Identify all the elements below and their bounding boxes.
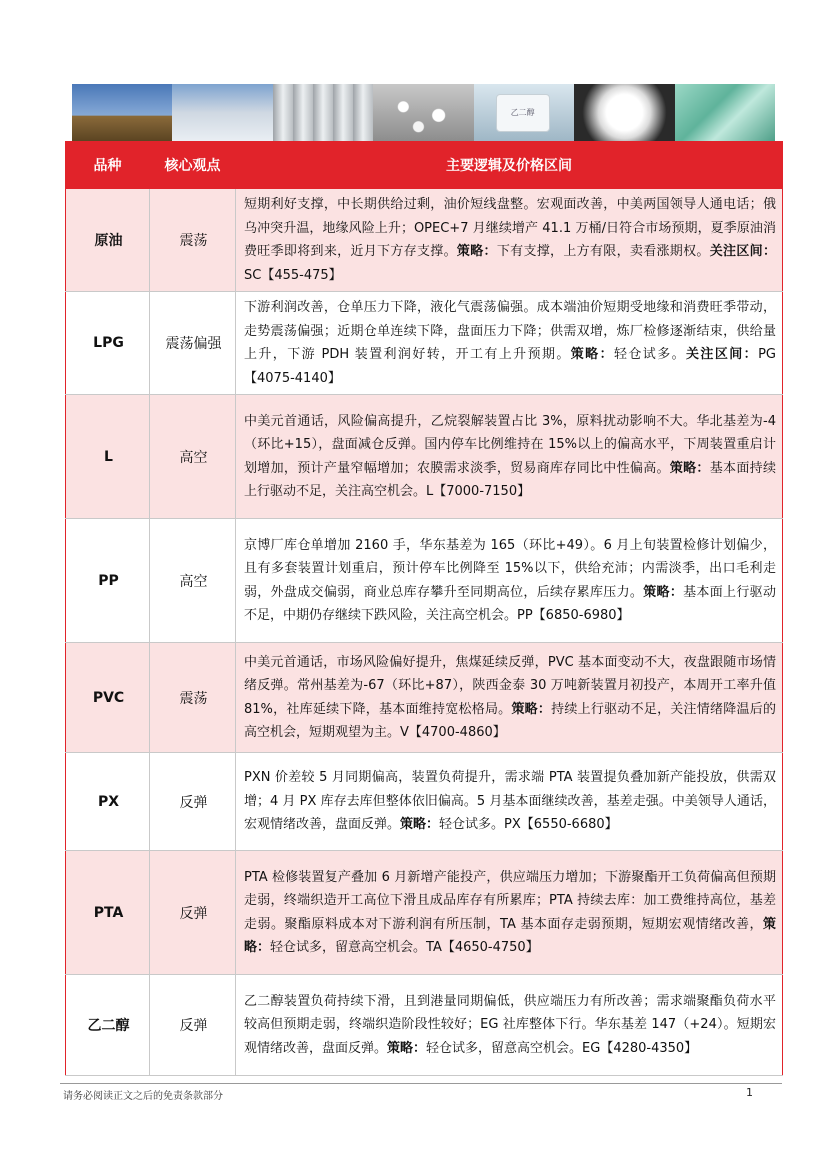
logic-text: 中美元首通话，市场风险偏好提升，焦煤延续反弹，PVC 基本面变动不大，夜盘跟随市场情绪反弹。常州基差为-67（环比+87），陕西金泰 30 万吨新装置月初投产，本周开工率升值 81%，社库延续下降，基本面维持宽松格局。策略：持续上行驱动不足，关注情绪降温后的高空机会，短期观望为主。V【4700-4860】	[236, 643, 783, 753]
table-row	[66, 643, 783, 753]
outlook-table	[65, 141, 783, 1076]
glass-sheets-image	[675, 84, 775, 141]
glycol-bottle-image	[474, 84, 574, 141]
core-view: 反弹	[150, 851, 236, 975]
product-name: L	[66, 395, 150, 519]
bottle-label: 乙二醇	[496, 94, 550, 132]
header-view: 核心观点	[150, 142, 236, 189]
pipes-image	[273, 84, 373, 141]
product-name: LPG	[66, 292, 150, 395]
logic-text: PTA 检修装置复产叠加 6 月新增产能投产，供应端压力增加；下游聚酯开工负荷偏高但预期走弱，终端织造开工高位下滑且成品库存有所累库；PTA 持续去库：加工费维持高位，基差走弱。聚酯原料成本对下游利润有所压制，TA 基本面存走弱预期，短期宏观情绪改善，策略：轻仓试多，留意高空机会。TA【4650-4750】	[236, 851, 783, 975]
table-row	[66, 292, 783, 395]
core-view: 震荡偏强	[150, 292, 236, 395]
logic-text: 短期利好支撑，中长期供给过剩，油价短线盘整。宏观面改善，中美两国领导人通电话；俄乌冲突升温，地缘风险上升；OPEC+7 月继续增产 41.1 万桶/日符合市场预期，夏季原油消费旺季即将到来，近月下方存支撑。策略：下有支撑，上方有限，卖看涨期权。关注区间：SC【455-475】	[236, 189, 783, 292]
header-logic: 主要逻辑及价格区间	[236, 142, 783, 189]
logic-text: PXN 价差较 5 月同期偏高，装置负荷提升，需求端 PTA 装置提负叠加新产能投放，供需双增；4 月 PX 库存去库但整体依旧偏高。5 月基本面继续改善，基差走强。中美领导人通话，宏观情绪改善，盘面反弹。策略：轻仓试多。PX【6550-6680】	[236, 753, 783, 851]
core-view: 高空	[150, 519, 236, 643]
table-row	[66, 753, 783, 851]
banner	[72, 84, 775, 141]
core-view: 高空	[150, 395, 236, 519]
table-header	[66, 142, 783, 189]
header-product: 品种	[66, 142, 150, 189]
logic-text: 下游利润改善，仓单压力下降，液化气震荡偏强。成本端油价短期受地缘和消费旺季带动，走势震荡偏强；近期仓单连续下降，盘面压力下降；供需双增，炼厂检修逐渐结束，供给量上升，下游 PDH 装置利润好转，开工有上升预期。策略：轻仓试多。关注区间：PG【4075-4140】	[236, 292, 783, 395]
table-row	[66, 851, 783, 975]
logic-text: 中美元首通话，风险偏高提升，乙烷裂解装置占比 3%，原料扰动影响不大。华北基差为-4（环比+15），盘面减仓反弹。国内停车比例维持在 15%以上的偏高水平，下周装置重启计划增加，预计产量窄幅增加；农膜需求淡季，贸易商库存同比中性偏高。策略：基本面持续上行驱动不足，关注高空机会。L【7000-7150】	[236, 395, 783, 519]
product-name: PVC	[66, 643, 150, 753]
lpg-tank-image	[172, 84, 272, 141]
table-row	[66, 975, 783, 1076]
product-name: 乙二醇	[66, 975, 150, 1076]
table-row	[66, 189, 783, 292]
logic-text: 乙二醇装置负荷持续下滑，且到港量同期偏低，供应端压力有所改善；需求端聚酯负荷水平较高但预期走弱，终端织造阶段性较好；EG 社库整体下行。华东基差 147（+24）。短期宏观情绪改善，盘面反弹。策略：轻仓试多，留意高空机会。EG【4280-4350】	[236, 975, 783, 1076]
core-view: 震荡	[150, 189, 236, 292]
footer-disclaimer: 请务必阅读正文之后的免责条款部分	[63, 1091, 223, 1102]
product-name: PTA	[66, 851, 150, 975]
table-row	[66, 519, 783, 643]
pellets-image	[373, 84, 473, 141]
core-view: 反弹	[150, 753, 236, 851]
core-view: 震荡	[150, 643, 236, 753]
core-view: 反弹	[150, 975, 236, 1076]
footer-divider	[60, 1083, 782, 1084]
product-name: PX	[66, 753, 150, 851]
product-name: PP	[66, 519, 150, 643]
granules-image	[574, 84, 674, 141]
oil-pump-image	[72, 84, 172, 141]
table-row	[66, 395, 783, 519]
page-number: 1	[746, 1086, 753, 1099]
product-name: 原油	[66, 189, 150, 292]
logic-text: 京博厂库仓单增加 2160 手，华东基差为 165（环比+49）。6 月上旬装置检修计划偏少，且有多套装置计划重启，预计停车比例降至 15%以下，供给充沛；内需淡季，出口毛利走弱，外盘成交偏弱，商业总库存攀升至同期高位，后续存累库压力。策略：基本面上行驱动不足，中期仍存继续下跌风险，关注高空机会。PP【6850-6980】	[236, 519, 783, 643]
